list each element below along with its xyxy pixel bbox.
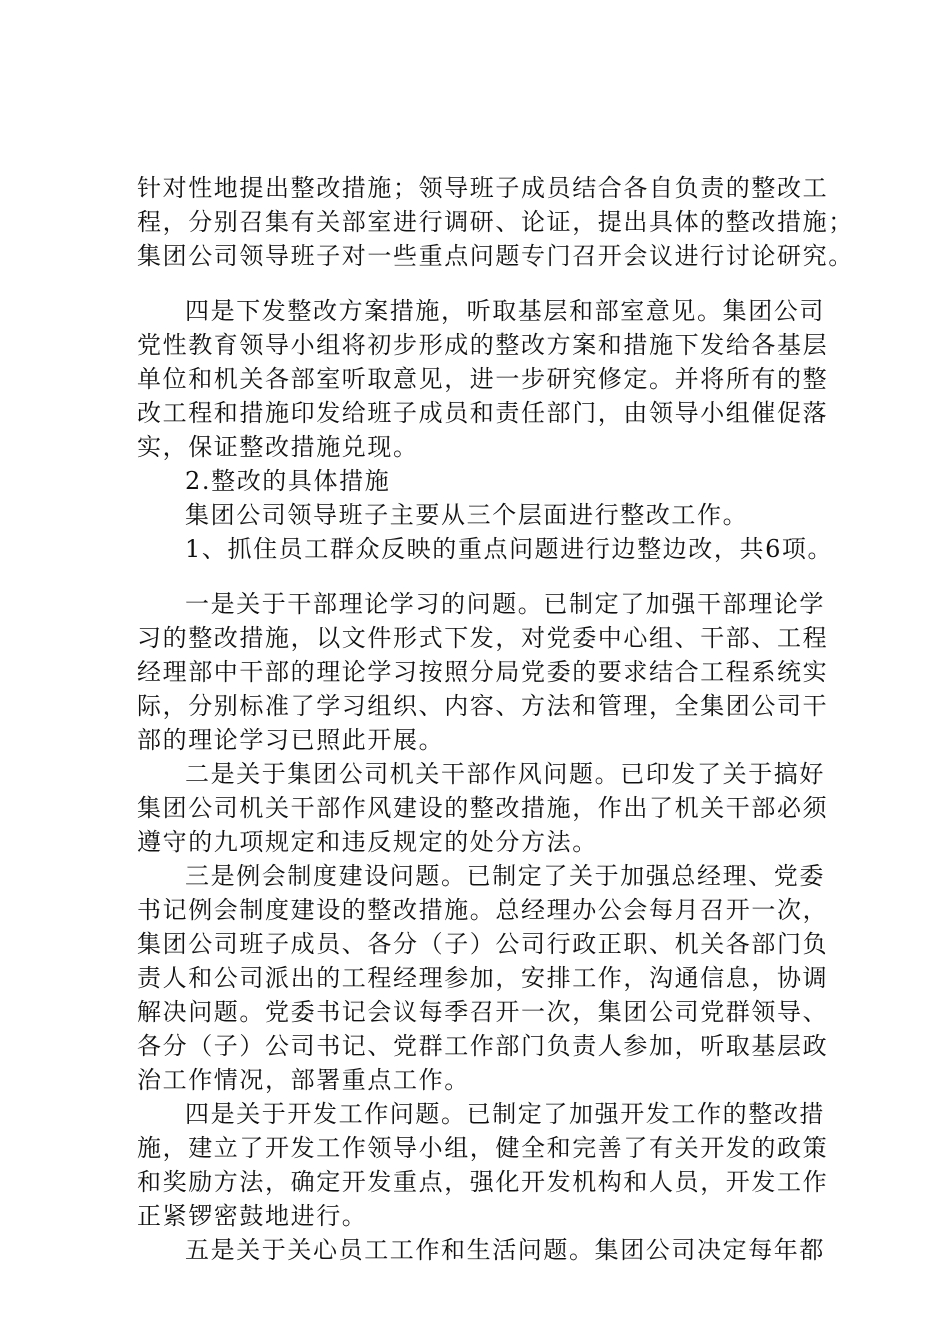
paragraph-8-line-6: 各分（子）公司书记、党群工作部门负责人参加，听取基层政 (137, 1032, 829, 1060)
paragraph-2-line-2: 党性教育领导小组将初步形成的整改方案和措施下发给各基层 (137, 331, 829, 359)
paragraph-6-line-5: 部的理论学习已照此开展。 (137, 726, 445, 754)
paragraph-9-line-3: 和奖励方法，确定开发重点，强化开发机构和人员，开发工作 (137, 1168, 829, 1196)
paragraph-6-line-2: 习的整改措施，以文件形式下发，对党委中心组、干部、工程 (137, 624, 829, 652)
paragraph-6-line-1: 一是关于干部理论学习的问题。已制定了加强干部理论学 (185, 590, 825, 618)
paragraph-8-line-3: 集团公司班子成员、各分（子）公司行政正职、机关各部门负 (137, 930, 829, 958)
paragraph-7-line-2: 集团公司机关干部作风建设的整改措施，作出了机关干部必须 (137, 794, 829, 822)
paragraph-10-line-1: 五是关于关心员工工作和生活问题。集团公司决定每年都 (185, 1236, 825, 1264)
paragraph-8-line-1: 三是例会制度建设问题。已制定了关于加强总经理、党委 (185, 862, 825, 890)
paragraph-6-line-4: 际，分别标准了学习组织、内容、方法和管理，全集团公司干 (137, 692, 829, 720)
paragraph-9-line-4: 正紧锣密鼓地进行。 (137, 1202, 368, 1230)
paragraph-8-line-4: 责人和公司派出的工程经理参加，安排工作，沟通信息，协调 (137, 964, 829, 992)
paragraph-4-line-1: 集团公司领导班子主要从三个层面进行整改工作。 (185, 501, 749, 529)
paragraph-5-line-1: 1、抓住员工群众反映的重点问题进行边整边改，共6项。 (185, 535, 834, 563)
paragraph-2-line-3: 单位和机关各部室听取意见，进一步研究修定。并将所有的整 (137, 365, 829, 393)
paragraph-6-line-3: 经理部中干部的理论学习按照分局党委的要求结合工程系统实 (137, 658, 829, 686)
paragraph-8-line-5: 解决问题。党委书记会议每季召开一次，集团公司党群领导、 (137, 998, 829, 1026)
paragraph-7-line-1: 二是关于集团公司机关干部作风问题。已印发了关于搞好 (185, 760, 825, 788)
paragraph-9-line-1: 四是关于开发工作问题。已制定了加强开发工作的整改措 (185, 1100, 825, 1128)
paragraph-1-line-3: 集团公司领导班子对一些重点问题专门召开会议进行讨论研究。 (137, 242, 854, 270)
paragraph-2-line-5: 实，保证整改措施兑现。 (137, 433, 419, 461)
paragraph-9-line-2: 施，建立了开发工作领导小组，健全和完善了有关开发的政策 (137, 1134, 829, 1162)
paragraph-7-line-3: 遵守的九项规定和违反规定的处分方法。 (137, 828, 598, 856)
paragraph-2-line-4: 改工程和措施印发给班子成员和责任部门，由领导小组催促落 (137, 399, 829, 427)
paragraph-8-line-2: 书记例会制度建设的整改措施。总经理办公会每月召开一次， (137, 896, 829, 924)
paragraph-1-line-1: 针对性地提出整改措施；领导班子成员结合各自负责的整改工 (137, 174, 829, 202)
paragraph-2-line-1: 四是下发整改方案措施，听取基层和部室意见。集团公司 (185, 297, 825, 325)
paragraph-1-line-2: 程，分别召集有关部室进行调研、论证，提出具体的整改措施； (137, 208, 854, 236)
paragraph-8-line-7: 治工作情况，部署重点工作。 (137, 1066, 470, 1094)
section-heading: 2.整改的具体措施 (185, 467, 391, 495)
